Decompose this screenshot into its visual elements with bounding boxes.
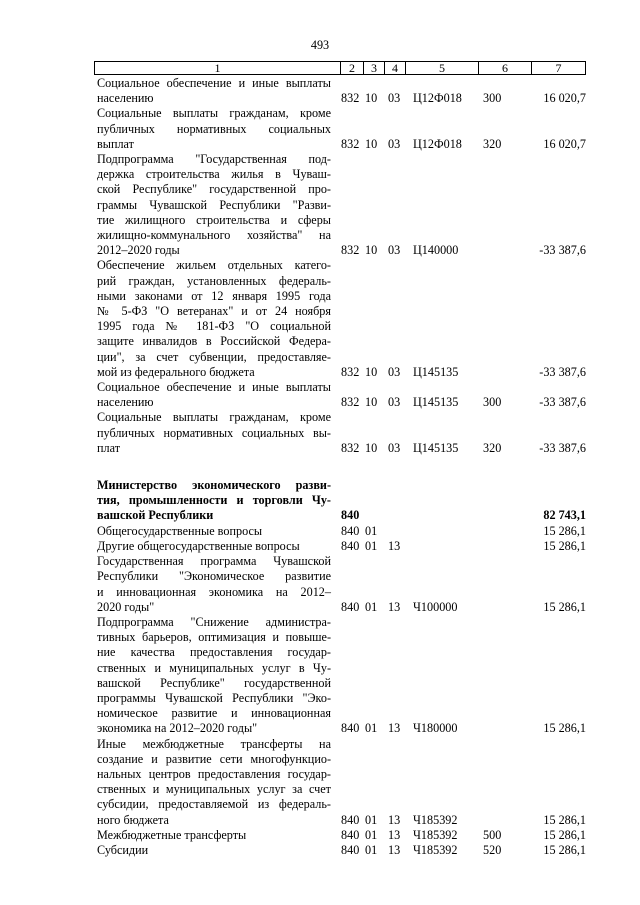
description-line: вашской Республике" государственной	[97, 675, 331, 690]
table-spacer	[97, 456, 589, 478]
row-col-7: -33 387,6	[539, 440, 586, 455]
description-line: ние качества предоставления государ-	[97, 645, 331, 660]
row-col-5: Ц12Ф018	[413, 136, 462, 151]
header-col-7: 7	[531, 62, 585, 74]
row-col-3: 01	[365, 721, 378, 736]
description-line: Подпрограмма "Снижение администра-	[97, 614, 331, 629]
row-col-3: 10	[365, 136, 378, 151]
description-line: ными законами от 12 января 1995 года	[97, 288, 331, 303]
row-col-3: 01	[365, 523, 378, 538]
row-col-4: 03	[388, 136, 401, 151]
description-line: жилищно-коммунального хозяйства" на	[97, 228, 331, 243]
row-col-6: 500	[483, 827, 502, 842]
description-line: вашской Республики	[97, 508, 214, 523]
row-col-2: 840	[341, 599, 360, 614]
header-col-5: 5	[405, 62, 478, 74]
description-line: ции", за счет субвенции, предоставляе-	[97, 349, 331, 364]
description-line: населению	[97, 395, 154, 410]
row-col-2: 832	[341, 364, 360, 379]
table-row	[97, 478, 589, 524]
description-line: субсидии, предоставляемой из федераль-	[97, 797, 331, 812]
description-line: ственных и муниципальных услуг за счет	[97, 782, 331, 797]
row-col-5: Ч185392	[413, 842, 458, 857]
table-row	[97, 76, 589, 106]
row-col-3: 10	[365, 440, 378, 455]
row-col-3: 10	[365, 91, 378, 106]
row-col-5: Ц145135	[413, 395, 459, 410]
header-col-3: 3	[363, 62, 384, 74]
row-col-2: 832	[341, 91, 360, 106]
description-line: Республики "Экономическое развитие	[97, 569, 331, 584]
table-row	[97, 828, 589, 843]
description-line: Министерство экономического разви-	[97, 478, 331, 493]
table-body	[97, 76, 589, 858]
description-line: мой из федерального бюджета	[97, 364, 255, 379]
row-col-4: 03	[388, 395, 401, 410]
row-col-7: 16 020,7	[543, 136, 586, 151]
row-col-4: 13	[388, 842, 401, 857]
row-col-2: 840	[341, 538, 360, 553]
description-line: выплат	[97, 136, 134, 151]
row-col-2: 840	[341, 827, 360, 842]
description-line: Субсидии	[97, 842, 149, 857]
row-col-6: 300	[483, 91, 502, 106]
row-col-4: 03	[388, 364, 401, 379]
table-row	[97, 737, 589, 828]
row-col-3: 01	[365, 599, 378, 614]
row-col-2: 840	[341, 508, 360, 523]
row-col-6: 320	[483, 136, 502, 151]
header-col-4: 4	[384, 62, 405, 74]
description-line: создание и развитие сети многофункцио-	[97, 751, 331, 766]
row-col-3: 10	[365, 243, 378, 258]
row-description	[97, 258, 331, 380]
description-line: публичных нормативных социальных	[97, 121, 331, 136]
row-col-7: 15 286,1	[543, 721, 586, 736]
description-line: нальных центров предоставления государ-	[97, 766, 331, 781]
description-line: экономика на 2012–2020 годы"	[97, 721, 258, 736]
description-line: защите инвалидов в Российской Федера-	[97, 334, 331, 349]
row-col-2: 840	[341, 812, 360, 827]
description-line: программы Чувашской Республики "Эко-	[97, 690, 331, 705]
row-col-3: 01	[365, 827, 378, 842]
description-line: Другие общегосударственные вопросы	[97, 538, 300, 553]
row-col-7: -33 387,6	[539, 395, 586, 410]
row-col-7: 15 286,1	[543, 538, 586, 553]
row-col-4: 13	[388, 721, 401, 736]
description-line: Социальные выплаты гражданам, кроме	[97, 106, 331, 121]
description-line: Иные межбюджетные трансферты на	[97, 736, 331, 751]
table-header	[94, 61, 586, 75]
description-line: Межбюджетные трансферты	[97, 827, 247, 842]
row-col-4: 13	[388, 599, 401, 614]
row-col-2: 840	[341, 842, 360, 857]
table-row	[97, 843, 589, 858]
description-line: ственных и муниципальных услуг в Чу-	[97, 660, 331, 675]
row-col-2: 840	[341, 523, 360, 538]
table-row	[97, 615, 589, 737]
row-col-5: Ц145135	[413, 440, 459, 455]
table-row	[97, 380, 589, 410]
row-col-3: 01	[365, 812, 378, 827]
row-col-7: 15 286,1	[543, 812, 586, 827]
table-row	[97, 524, 589, 539]
description-line: Общегосударственные вопросы	[97, 523, 263, 538]
row-col-5: Ц140000	[413, 243, 459, 258]
description-line: 2012–2020 годы	[97, 243, 180, 258]
row-col-4: 13	[388, 812, 401, 827]
row-col-5: Ч185392	[413, 812, 458, 827]
row-col-7: 15 286,1	[543, 827, 586, 842]
row-col-7: 15 286,1	[543, 523, 586, 538]
description-line: Подпрограмма "Государственная под-	[97, 152, 331, 167]
table-row	[97, 258, 589, 380]
description-line: Социальное обеспечение и иные выплаты	[97, 76, 331, 90]
page-number: 493	[310, 38, 330, 52]
row-description	[97, 615, 331, 737]
header-col-1: 1	[214, 61, 221, 75]
table-row	[97, 554, 589, 615]
description-line: рий граждан, установленных федераль-	[97, 273, 331, 288]
row-col-6: 300	[483, 395, 502, 410]
description-line: № 5-ФЗ "О ветеранах" и от 24 ноября	[97, 304, 331, 319]
description-line: тивных барьеров, оптимизация и повыше-	[97, 630, 331, 645]
description-line: Государственная программа Чувашской	[97, 554, 331, 569]
description-line: номическое развитие и инновационная	[97, 706, 331, 721]
table-row	[97, 410, 589, 456]
row-col-3: 10	[365, 395, 378, 410]
description-line: тие жилищного строительства и сферы	[97, 212, 331, 227]
description-line: плат	[97, 440, 121, 455]
description-line: и инновационная экономика на 2012–	[97, 584, 331, 599]
description-line: тия, промышленности и торговли Чу-	[97, 493, 331, 508]
description-line: Обеспечение жильем отдельных катего-	[97, 258, 331, 273]
row-col-3: 10	[365, 364, 378, 379]
table-row	[97, 152, 589, 258]
row-col-3: 01	[365, 842, 378, 857]
description-line: ской Республике" государственной про-	[97, 182, 331, 197]
row-col-5: Ч185392	[413, 827, 458, 842]
row-col-6: 320	[483, 440, 502, 455]
row-col-4: 03	[388, 91, 401, 106]
row-col-2: 832	[341, 440, 360, 455]
header-col-2: 2	[340, 62, 363, 74]
row-col-3: 01	[365, 538, 378, 553]
row-col-7: 15 286,1	[543, 842, 586, 857]
description-line: населению	[97, 91, 154, 106]
description-line: держка строительства жилья в Чуваш-	[97, 167, 331, 182]
description-line: Социальное обеспечение и иные выплаты	[97, 380, 331, 395]
header-col-6: 6	[478, 62, 531, 74]
row-col-7: -33 387,6	[539, 364, 586, 379]
row-col-7: 15 286,1	[543, 599, 586, 614]
description-line: 2020 годы"	[97, 599, 155, 614]
description-line: Социальные выплаты гражданам, кроме	[97, 410, 331, 425]
row-col-2: 832	[341, 243, 360, 258]
row-col-2: 832	[341, 395, 360, 410]
row-col-2: 840	[341, 721, 360, 736]
row-col-4: 13	[388, 827, 401, 842]
table-row	[97, 539, 589, 554]
row-col-5: Ц145135	[413, 364, 459, 379]
description-line: граммы Чувашской Республики "Разви-	[97, 197, 331, 212]
description-line: ного бюджета	[97, 812, 169, 827]
description-line: публичных нормативных социальных вы-	[97, 425, 331, 440]
row-col-7: 16 020,7	[543, 91, 586, 106]
row-col-2: 832	[341, 136, 360, 151]
row-col-6: 520	[483, 842, 502, 857]
row-col-5: Ц12Ф018	[413, 91, 462, 106]
row-col-4: 03	[388, 243, 401, 258]
row-col-4: 13	[388, 538, 401, 553]
row-col-5: Ч180000	[413, 721, 458, 736]
description-line: 1995 года № 181-ФЗ "О социальной	[97, 319, 331, 334]
table-row	[97, 106, 589, 152]
row-col-7: -33 387,6	[539, 243, 586, 258]
row-col-7: 82 743,1	[543, 508, 586, 523]
row-col-5: Ч100000	[413, 599, 458, 614]
row-col-4: 03	[388, 440, 401, 455]
